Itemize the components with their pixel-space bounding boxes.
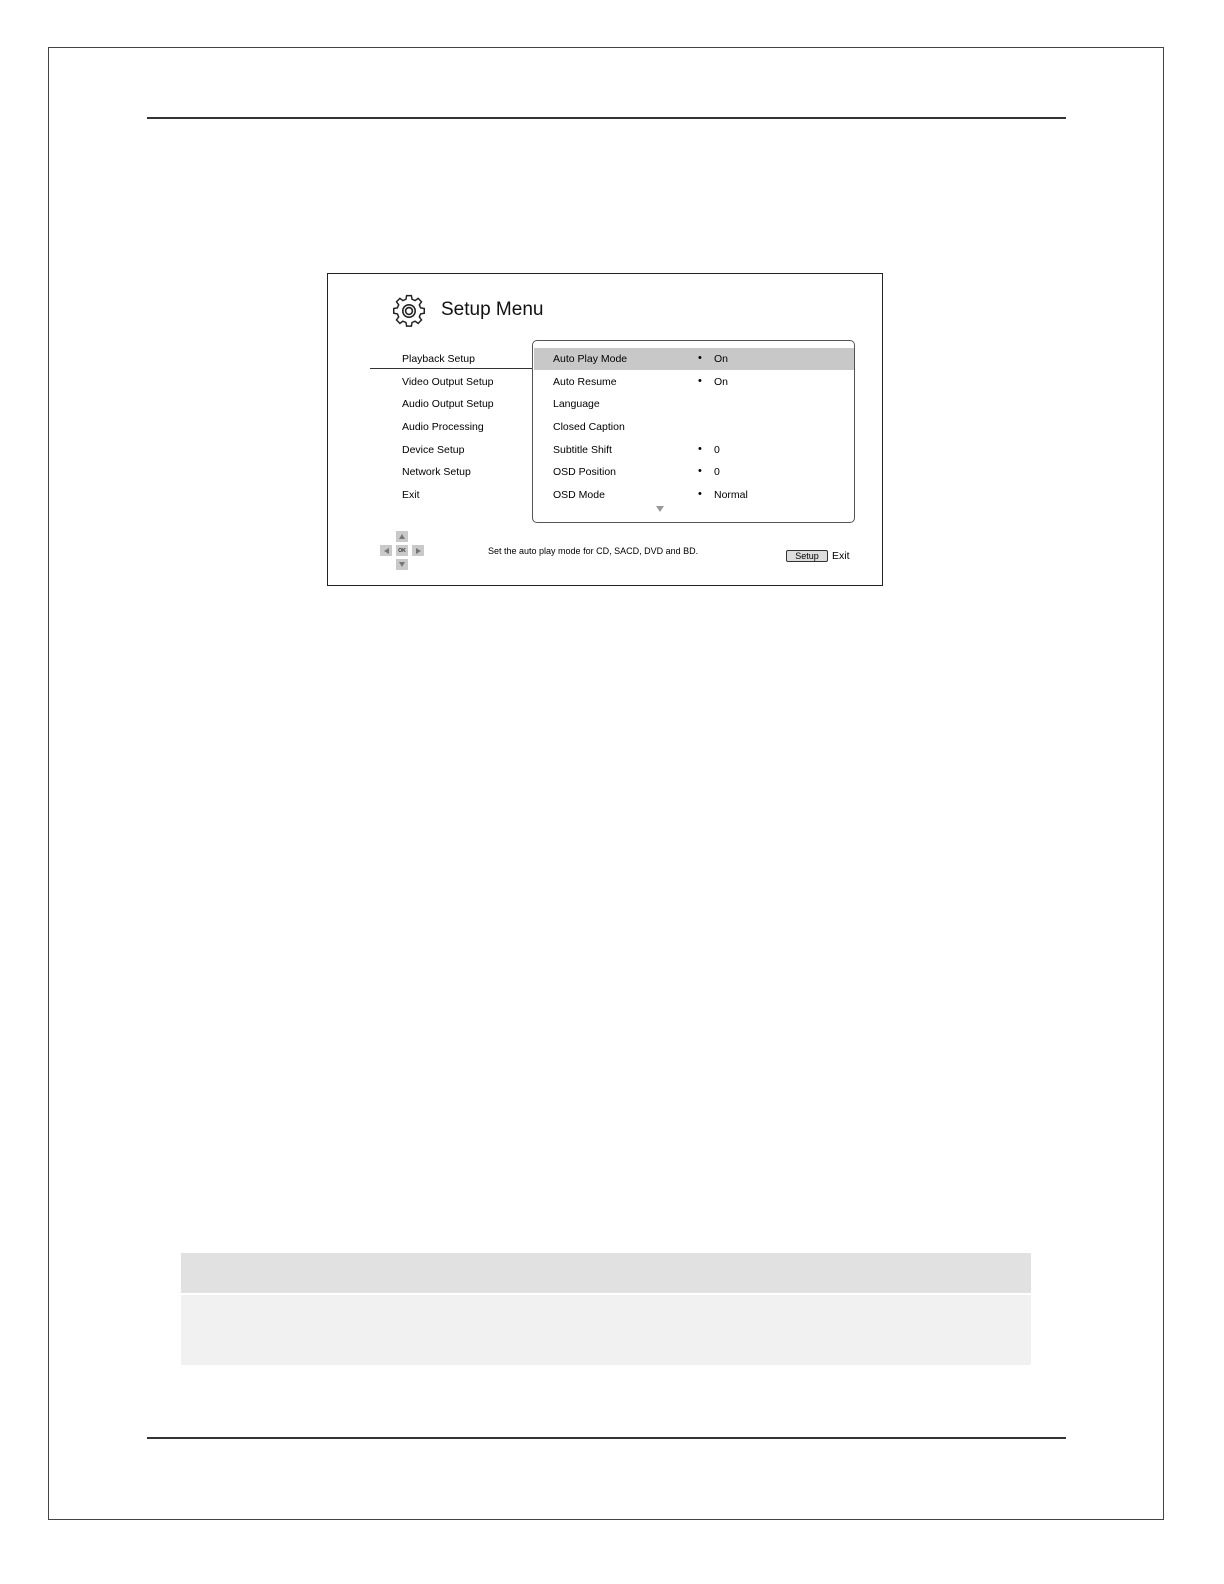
option-value: 0: [714, 444, 720, 456]
category-audio-output-setup[interactable]: Audio Output Setup: [402, 398, 494, 411]
menu-title: Setup Menu: [441, 299, 544, 320]
arrow-down-icon: [396, 559, 408, 570]
selected-category-underline: [370, 368, 533, 369]
option-row-osd-position[interactable]: [534, 461, 854, 483]
bullet-icon: •: [698, 488, 702, 500]
category-list: [402, 351, 542, 510]
bullet-icon: •: [698, 465, 702, 477]
arrow-left-icon: [380, 545, 392, 556]
option-label: Subtitle Shift: [553, 444, 612, 456]
category-playback-setup[interactable]: Playback Setup: [402, 353, 475, 365]
option-value: Normal: [714, 489, 748, 501]
scroll-down-icon[interactable]: [656, 506, 664, 512]
option-row-osd-mode[interactable]: [534, 484, 854, 506]
option-label: Closed Caption: [553, 421, 625, 433]
option-label: Auto Play Mode: [553, 353, 628, 365]
category-exit[interactable]: Exit: [402, 489, 420, 502]
setup-key-button[interactable]: Setup: [786, 550, 828, 562]
option-row-auto-play-mode[interactable]: [534, 348, 854, 370]
option-label: Auto Resume: [553, 376, 617, 388]
option-row-language[interactable]: [534, 393, 854, 415]
note-table-header: [181, 1253, 1031, 1293]
option-label: OSD Position: [553, 466, 617, 478]
arrow-right-icon: [412, 545, 424, 556]
option-value: On: [714, 353, 729, 365]
note-table-body: [181, 1295, 1031, 1365]
category-audio-processing[interactable]: Audio Processing: [402, 421, 484, 434]
exit-label: Exit: [832, 550, 850, 562]
bullet-icon: •: [698, 375, 702, 387]
option-value: On: [714, 376, 729, 388]
options-panel: [532, 340, 855, 523]
option-label: Language: [553, 398, 600, 410]
option-row-auto-resume[interactable]: [534, 371, 854, 393]
option-label: OSD Mode: [553, 489, 605, 501]
footer-rule: [147, 1437, 1066, 1439]
category-device-setup[interactable]: Device Setup: [402, 443, 465, 456]
header-rule: [147, 117, 1066, 119]
category-video-output-setup[interactable]: Video Output Setup: [402, 375, 494, 388]
help-text: Set the auto play mode for CD, SACD, DVD and BD.: [488, 546, 699, 556]
dpad-icon: [380, 531, 424, 571]
category-network-setup[interactable]: Network Setup: [402, 466, 471, 479]
option-value: 0: [714, 466, 720, 478]
bullet-icon: •: [698, 352, 702, 364]
setup-menu-screenshot: [327, 273, 883, 586]
gear-icon: [392, 294, 426, 328]
bullet-icon: •: [698, 443, 702, 455]
arrow-up-icon: [396, 531, 408, 542]
ok-key-icon: OK: [396, 545, 408, 556]
option-row-subtitle-shift[interactable]: [534, 439, 854, 461]
option-row-closed-caption[interactable]: [534, 416, 854, 438]
